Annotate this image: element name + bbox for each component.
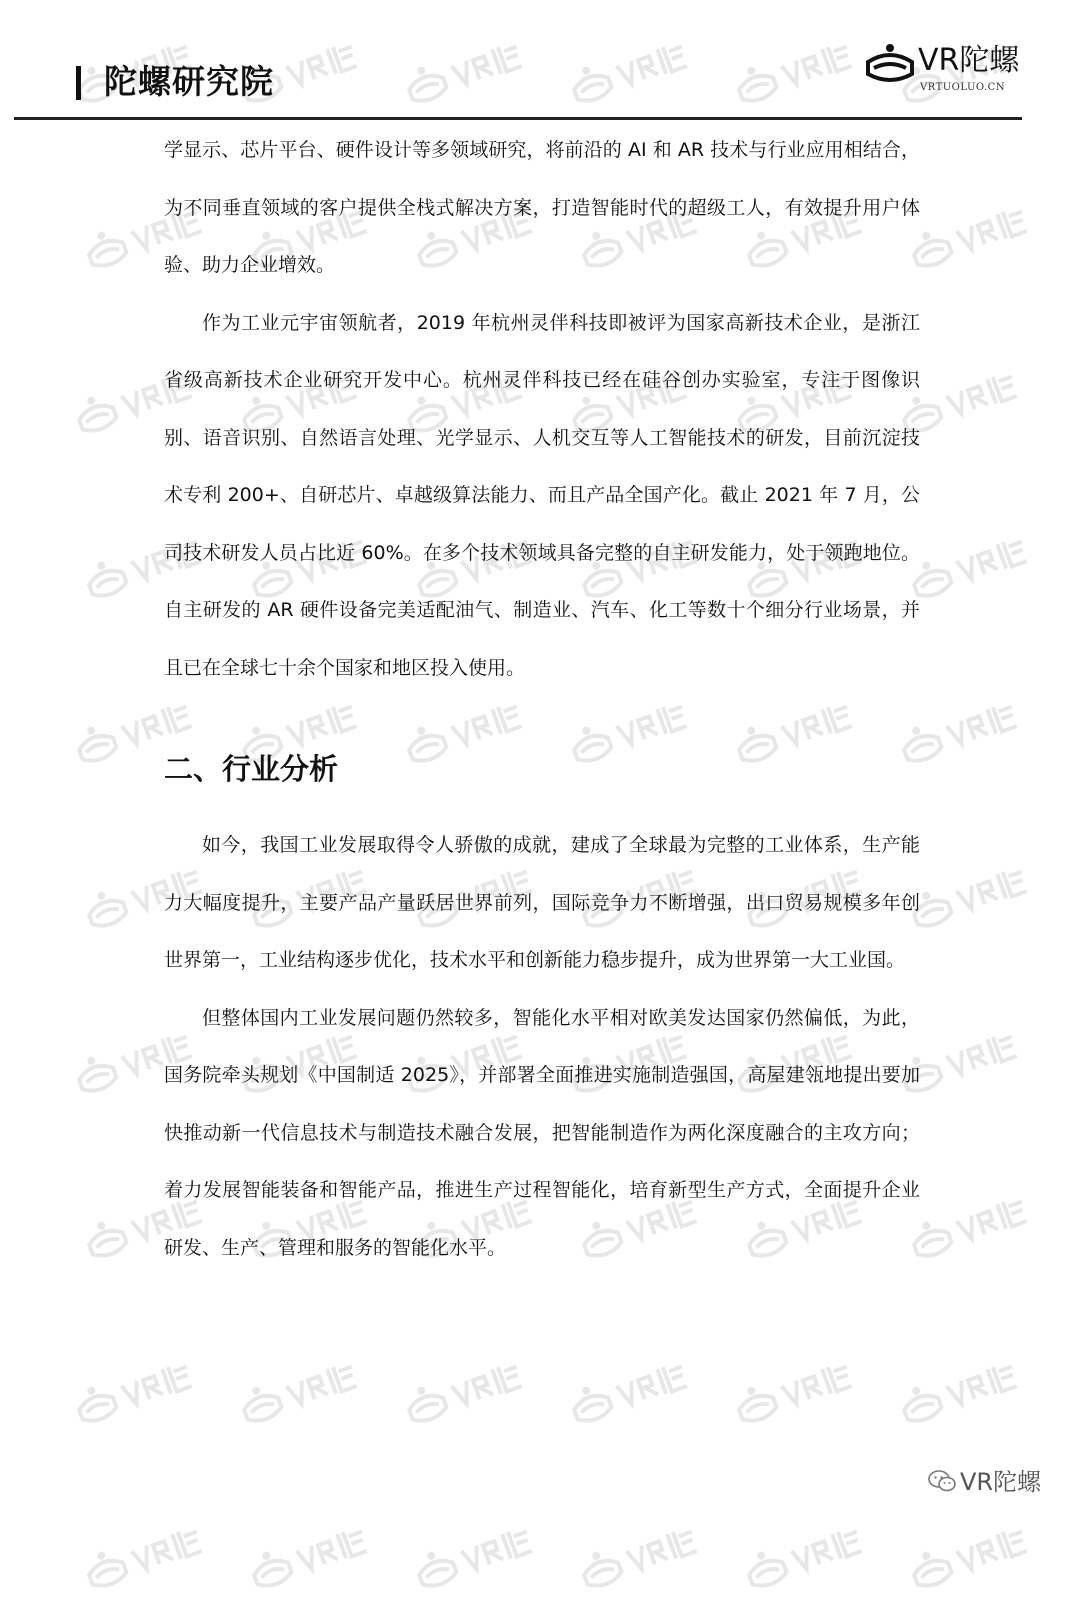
paragraph-company-profile: 作为工业元宇宙领航者，2019 年杭州灵伴科技即被评为国家高新技术企业，是浙江省级高新技术企业研究开发中心。杭州灵伴科技已经在硅谷创办实验室，专注于图像识别、语音识别、自然语言处理、光学显示、人机交互等人工智能技术的研发，目前沉淀技术专利 200+、自研芯片、卓越级算法能力、而且产品全国产化。截止 2021 年 7 月，公司技术研发人员占比近 60%。在多个技术领域具备完整的自主研发能力，处于领跑地位。自主研发的 AR 硬件设备完美适配油气、制造业、汽车、化工等数十个细分行业场景，并且已在全球七十余个国家和地区投入使用。 [164,311,920,679]
title-accent-bar [76,66,81,100]
vr-tuoluo-watermark-icon [724,1338,876,1442]
wechat-icon [928,1470,956,1492]
vr-tuoluo-watermark-icon [394,1338,546,1442]
vr-headset-icon [862,38,918,94]
section-spacer [164,697,920,747]
vr-tuoluo-watermark-icon [899,183,1051,287]
vr-tuoluo-watermark-icon [899,1503,1051,1607]
vr-tuoluo-watermark-icon [239,1503,391,1607]
vr-tuoluo-watermark-icon [889,1338,1041,1442]
header-divider [14,117,1022,120]
logo-brand-text: VR陀螺 [918,43,1020,78]
document-body [164,122,920,1277]
heading-spacer [164,791,920,817]
vr-tuoluo-watermark-icon [559,1338,711,1442]
institute-title: 陀螺研究院 [104,62,274,101]
vr-tuoluo-logo [858,36,1028,100]
logo-domain-text: VRTUOLUO.CN [920,82,1006,93]
vr-tuoluo-watermark-icon [64,1338,216,1442]
wechat-account-label: VR陀螺 [960,1468,1042,1496]
page-header [0,0,1080,124]
paragraph-continued: 学显示、芯片平台、硬件设计等多领域研究，将前沿的 AI 和 AR 技术与行业应用相结合，为不同垂直领域的客户提供全栈式解决方案，打造智能时代的超级工人，有效提升用户体验、助力企业增效。 [164,139,920,276]
section-heading: 二、行业分析 [164,752,339,786]
vr-tuoluo-watermark-icon [569,1503,721,1607]
vr-tuoluo-watermark-icon [229,1338,381,1442]
vr-tuoluo-watermark-icon [899,1173,1051,1277]
paragraph-industry-achievements: 如今，我国工业发展取得令人骄傲的成就，建成了全球最为完整的工业体系，生产能力大幅度提升，主要产品产量跃居世界前列，国际竞争力不断增强，出口贸易规模多年创世界第一，工业结构逐步优化，技术水平和创新能力稳步提升，成为世界第一大工业国。 [164,834,920,971]
vr-tuoluo-watermark-icon [734,1503,886,1607]
vr-tuoluo-watermark-icon [74,1503,226,1607]
vr-tuoluo-watermark-icon [404,1503,556,1607]
vr-tuoluo-watermark-icon [899,843,1051,947]
wechat-account-mark [928,1462,1058,1502]
paragraph-industry-challenges: 但整体国内工业发展问题仍然较多，智能化水平相对欧美发达国家仍然偏低，为此，国务院牵头规划《中国制适 2025》，并部署全面推进实施制造强国，高屋建瓴地提出要加快推动新一代信息技术与制造技术融合发展，把智能制造作为两化深度融合的主攻方向；着力发展智能装备和智能产品，推进生产过程智能化，培育新型生产方式，全面提升企业研发、生产、管理和服务的智能化水平。 [164,1006,920,1259]
vr-tuoluo-watermark-icon [899,513,1051,617]
